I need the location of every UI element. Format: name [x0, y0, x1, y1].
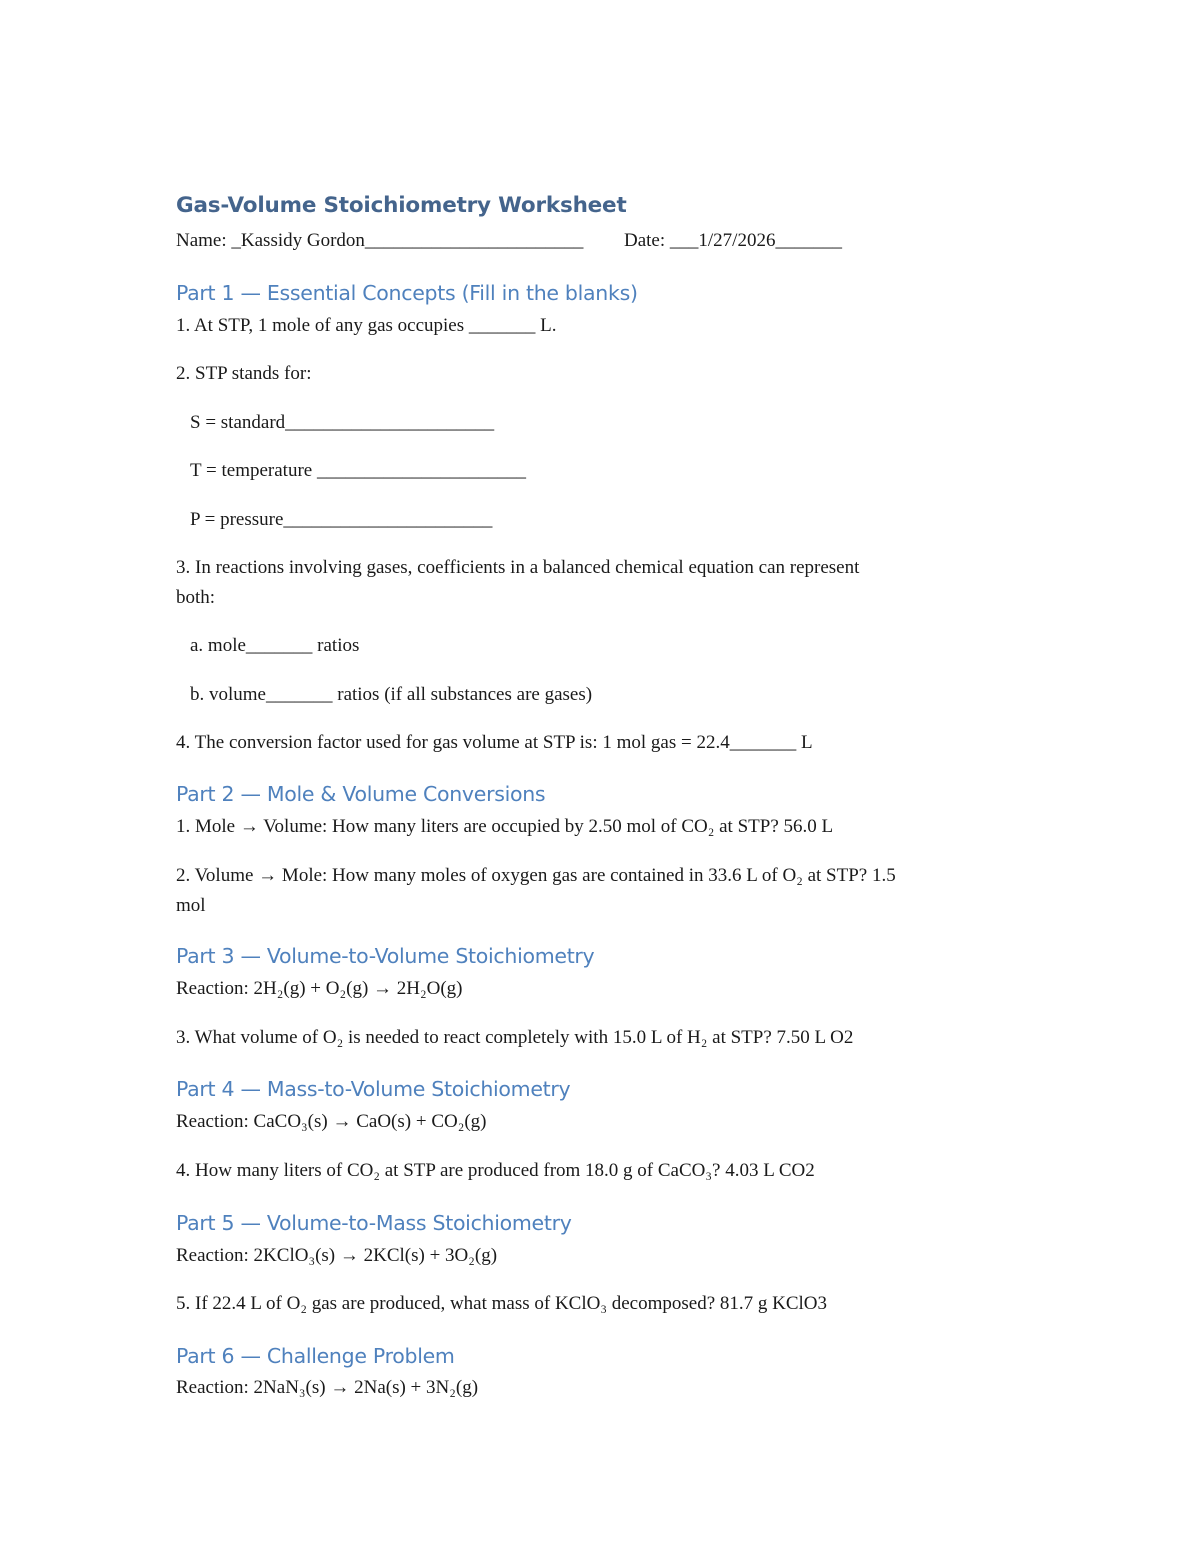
date-field: Date: ___1/27/2026_______ [624, 230, 842, 251]
part4-heading: Part 4 — Mass-to-Volume Stoichiometry [176, 1077, 571, 1101]
part6-heading: Part 6 — Challenge Problem [176, 1344, 455, 1368]
part1-question-4: 4. The conversion factor used for gas volume at STP is: 1 mol gas = 22.4_______ L [176, 732, 813, 753]
part1-question-3-line1: 3. In reactions involving gases, coefficients in a balanced chemical equation can represent [176, 557, 860, 578]
part3-question-3: 3. What volume of O₂ is needed to react completely with 15.0 L of H₂ at STP? 7.50 L O2 [176, 1027, 854, 1048]
part5-heading: Part 5 — Volume-to-Mass Stoichiometry [176, 1211, 572, 1235]
part4-reaction: Reaction: CaCO₃(s) → CaO(s) + CO₂(g) [176, 1111, 487, 1132]
part3-heading: Part 3 — Volume-to-Volume Stoichiometry [176, 944, 595, 968]
stp-t-blank: T = temperature ______________________ [190, 460, 526, 481]
part3-reaction: Reaction: 2H₂(g) + O₂(g) → 2H₂O(g) [176, 978, 463, 999]
part1-question-1: 1. At STP, 1 mole of any gas occupies _______ L. [176, 315, 557, 336]
part2-question-1: 1. Mole → Volume: How many liters are occupied by 2.50 mol of CO₂ at STP? 56.0 L [176, 816, 834, 837]
part6-reaction: Reaction: 2NaN₃(s) → 2Na(s) + 3N₂(g) [176, 1377, 479, 1398]
part1-question-3b: b. volume_______ ratios (if all substances are gases) [190, 684, 593, 705]
stp-s-blank: S = standard______________________ [190, 412, 495, 433]
part1-question-3-line2: both: [176, 587, 216, 608]
worksheet-title: Gas-Volume Stoichiometry Worksheet [176, 193, 627, 218]
part4-question-4: 4. How many liters of CO₂ at STP are produced from 18.0 g of CaCO₃? 4.03 L CO2 [176, 1160, 815, 1181]
part2-question-2-line2: mol [176, 895, 206, 916]
part1-question-2: 2. STP stands for: [176, 363, 312, 384]
part1-heading: Part 1 — Essential Concepts (Fill in the blanks) [176, 281, 638, 305]
stp-p-blank: P = pressure______________________ [190, 509, 493, 530]
name-field: Name: _Kassidy Gordon_______________________ [176, 230, 584, 251]
part2-question-2-line1: 2. Volume → Mole: How many moles of oxygen gas are contained in 33.6 L of O₂ at STP? 1.5 [176, 865, 896, 886]
part5-reaction: Reaction: 2KClO₃(s) → 2KCl(s) + 3O₂(g) [176, 1245, 498, 1266]
part2-heading: Part 2 — Mole & Volume Conversions [176, 782, 546, 806]
part1-question-3a: a. mole_______ ratios [190, 635, 360, 656]
part5-question-5: 5. If 22.4 L of O₂ gas are produced, what mass of KClO₃ decomposed? 81.7 g KClO3 [176, 1293, 828, 1314]
